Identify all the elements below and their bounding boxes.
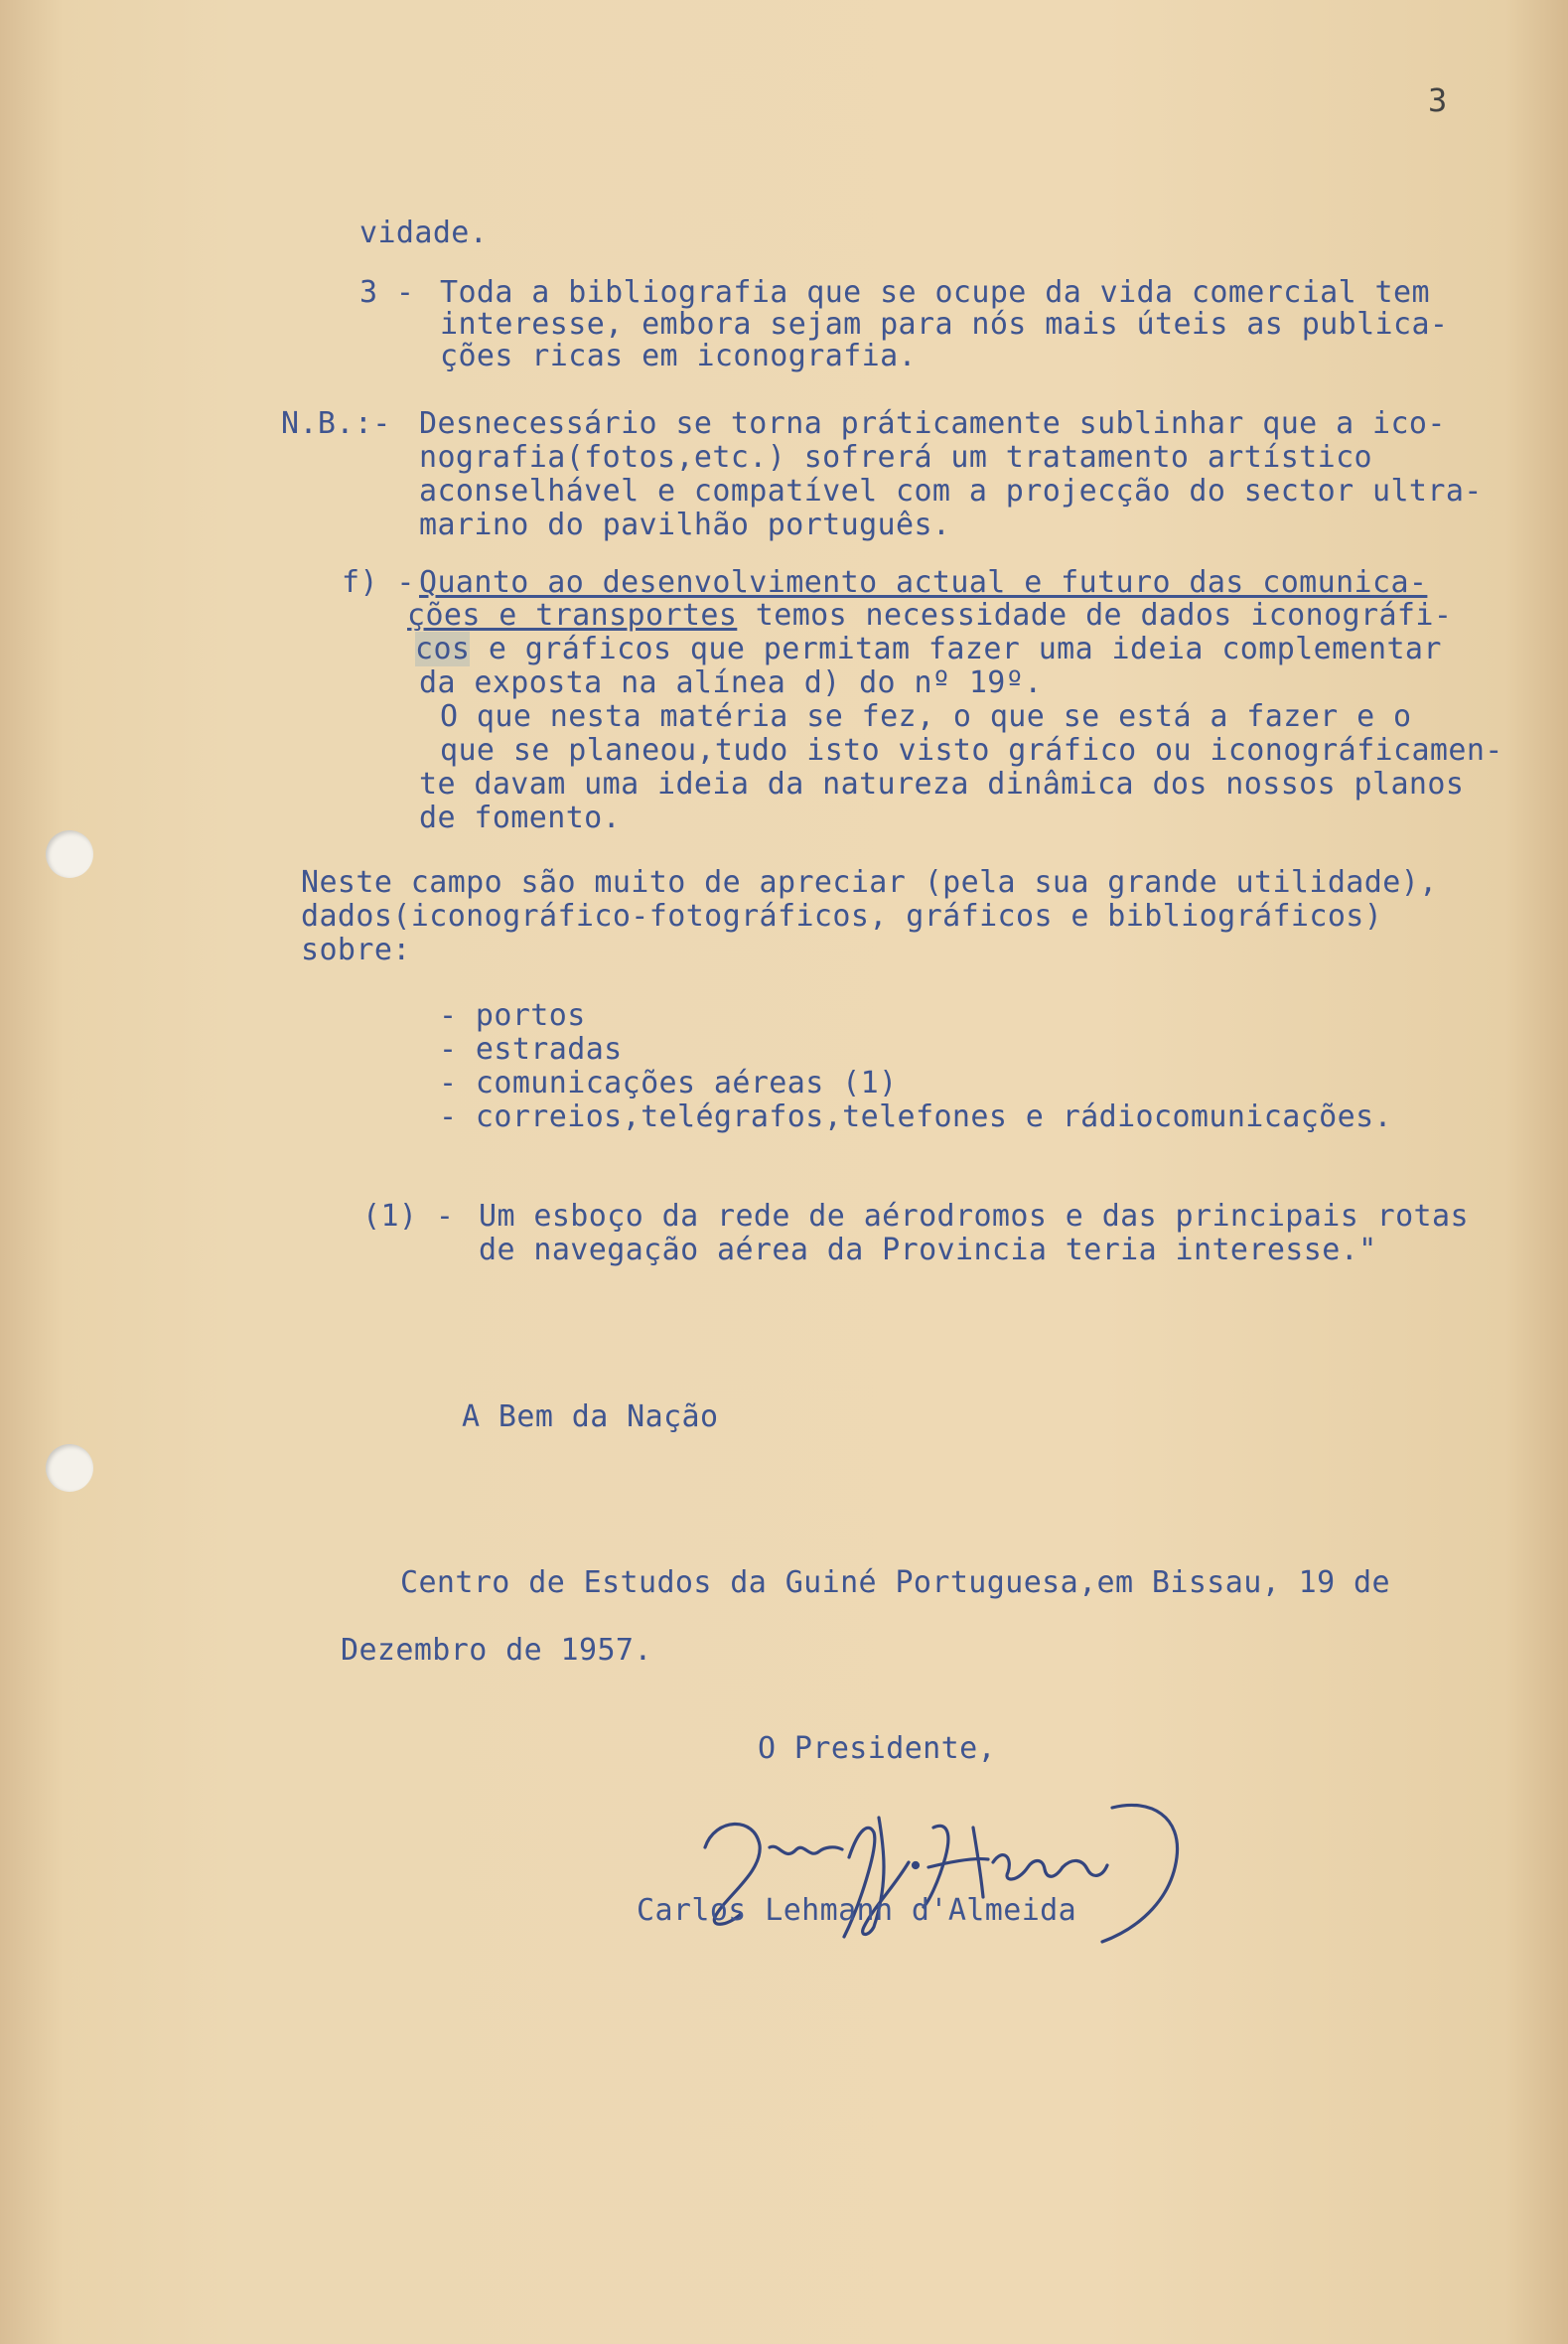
- intro-line: vidade.: [359, 216, 489, 250]
- item3-line: ções ricas em iconografia.: [440, 339, 917, 373]
- item-f-line: [407, 599, 1452, 633]
- item3-label: 3 -: [359, 275, 415, 310]
- item-f-para-line: te davam uma ideia da natureza dinâmica dos nossos planos: [419, 767, 1465, 802]
- place-date-line: Centro de Estudos da Guiné Portuguesa,em Bissau, 19 de: [400, 1565, 1390, 1600]
- campo-line: dados(iconográfico-fotográficos, gráficos e bibliográficos): [301, 899, 1383, 934]
- item-f-line: [415, 633, 1442, 666]
- item3-line: Toda a bibliografia que se ocupe da vida comercial tem: [440, 275, 1430, 310]
- underlined-phrase: ções e transportes: [407, 598, 738, 633]
- item-f-para-line: que se planeou,tudo isto visto gráfico ou iconográficamen-: [440, 733, 1503, 768]
- nb-line: aconselhável e compatível com a projecção do sector ultra-: [419, 474, 1483, 509]
- item-f-line: da exposta na alínea d) do nº 19º.: [419, 665, 1043, 700]
- item3-line: interesse, embora sejam para nós mais úteis as publica-: [440, 307, 1449, 342]
- item-f-line: Quanto ao desenvolvimento actual e futuro das comunica-: [419, 565, 1428, 600]
- footnote-line: de navegação aérea da Provincia teria interesse.": [479, 1233, 1377, 1267]
- footnote-label: (1) -: [362, 1199, 455, 1234]
- bullet-item: - portos: [439, 998, 586, 1033]
- campo-line: Neste campo são muito de apreciar (pela sua grande utilidade),: [301, 865, 1438, 900]
- item-f-label: f) -: [342, 565, 415, 600]
- signatory-name: Carlos Lehmann d'Almeida: [637, 1893, 1077, 1928]
- bullet-item: - estradas: [439, 1032, 623, 1067]
- signatory-title: O Presidente,: [758, 1731, 996, 1766]
- item-f-para-line: O que nesta matéria se fez, o que se está a fazer e o: [440, 699, 1412, 734]
- place-date-line: Dezembro de 1957.: [341, 1633, 652, 1668]
- nb-line: nografia(fotos,etc.) sofrerá um tratamento artístico: [419, 440, 1372, 475]
- item-f-para-line: de fomento.: [419, 801, 622, 835]
- punch-hole: [46, 1444, 93, 1492]
- page-number: 3: [1428, 81, 1448, 119]
- punch-hole: [46, 830, 93, 878]
- item-f-line-rest: e gráficos que permitam fazer uma ideia complementar: [470, 632, 1442, 666]
- nb-label: N.B.:-: [281, 406, 391, 441]
- marked-word: cos: [415, 632, 471, 666]
- nb-line: marino do pavilhão português.: [419, 508, 951, 542]
- handwritten-signature: [685, 1788, 1321, 1957]
- campo-line: sobre:: [301, 933, 411, 967]
- footnote-line: Um esboço da rede de aérodromos e das principais rotas: [479, 1199, 1469, 1234]
- bullet-item: - correios,telégrafos,telefones e rádiocomunicações.: [439, 1099, 1392, 1134]
- closing-salutation: A Bem da Nação: [462, 1399, 719, 1434]
- item-f-line-rest: temos necessidade de dados iconográfi-: [737, 598, 1453, 633]
- bullet-item: - comunicações aéreas (1): [439, 1066, 898, 1100]
- nb-line: Desnecessário se torna práticamente sublinhar que a ico-: [419, 406, 1446, 441]
